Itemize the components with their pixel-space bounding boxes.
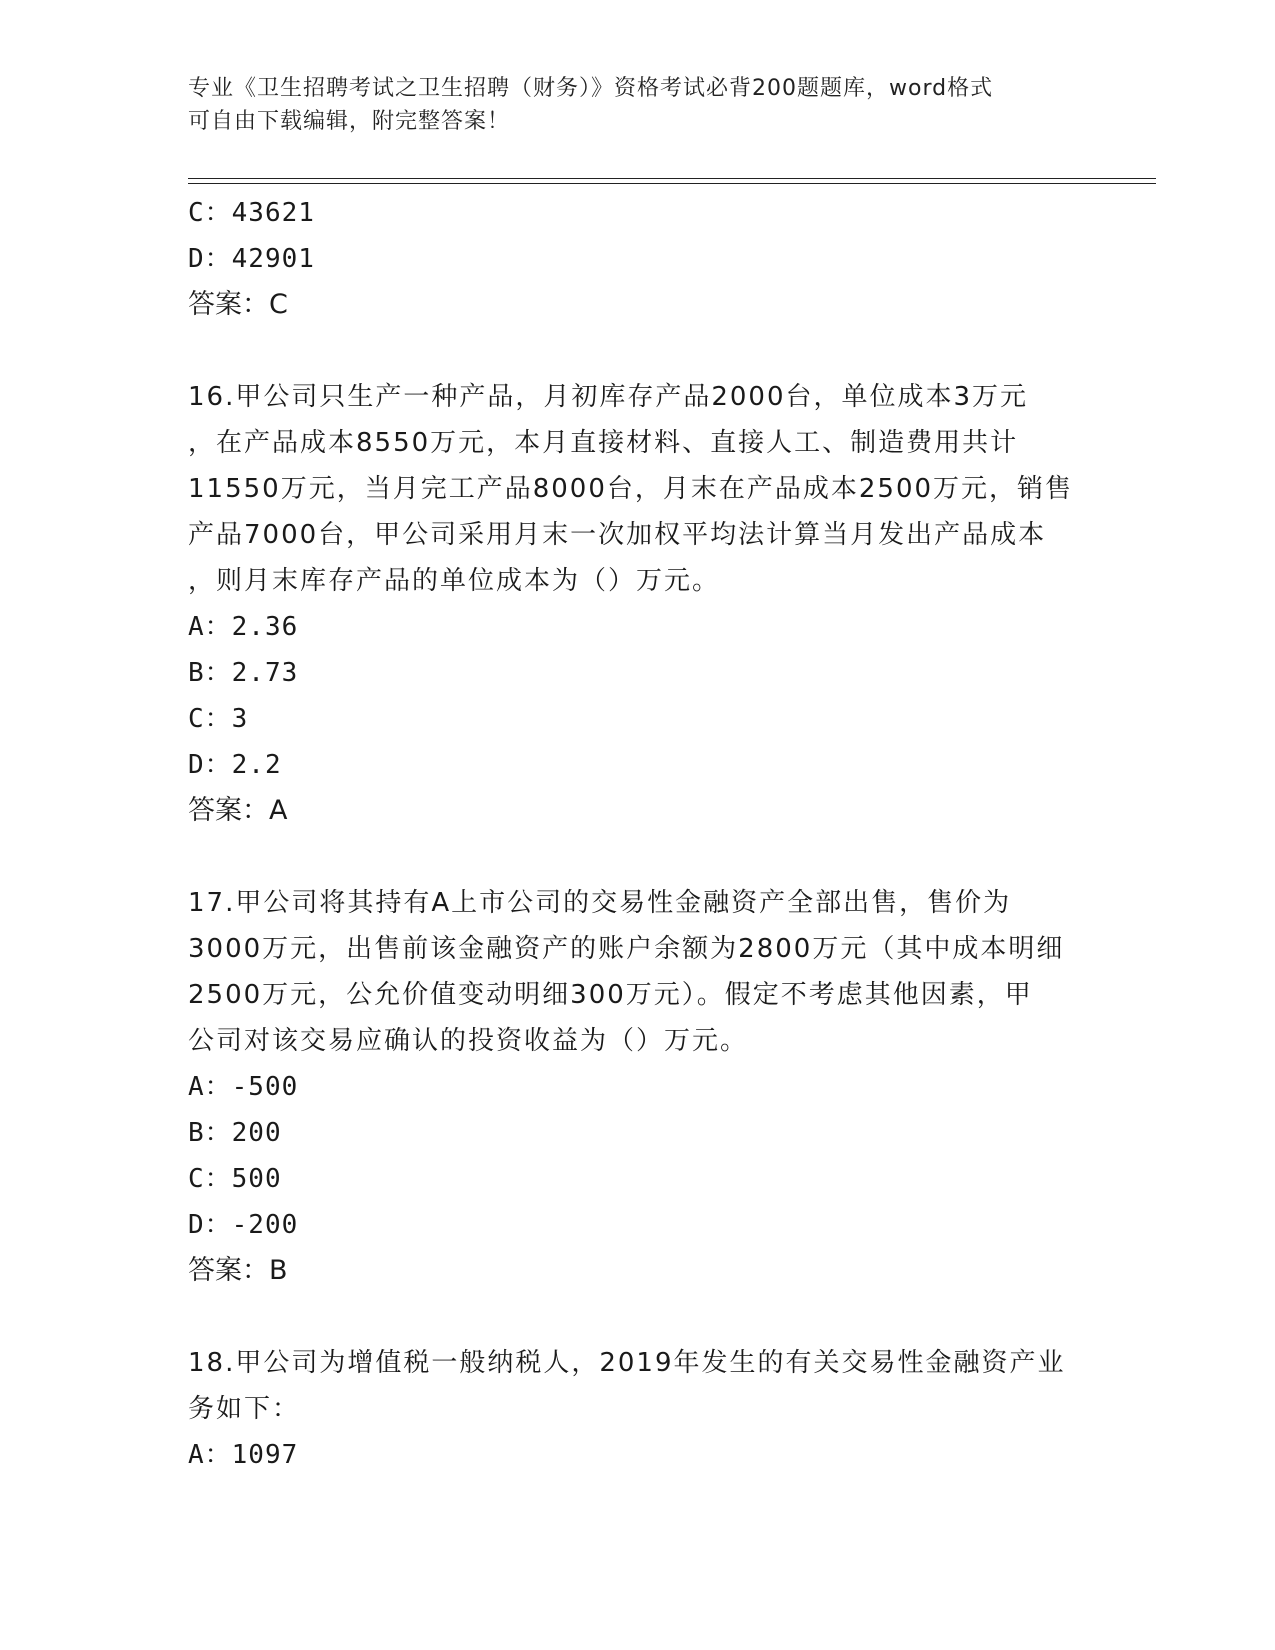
- header-line-2: 可自由下载编辑，附完整答案！: [188, 109, 511, 134]
- option-c: C：500: [188, 1164, 282, 1194]
- option-c: C：3: [188, 704, 249, 734]
- question-17: [188, 880, 1088, 1294]
- stem-line: 16.甲公司只生产一种产品，月初库存产品2000台，单位成本3万元: [188, 382, 1029, 412]
- stem-line: 3000万元，出售前该金融资产的账户余额为2800万元（其中成本明细: [188, 934, 1065, 964]
- spacer: [188, 328, 1088, 374]
- option-b: B：2.73: [188, 658, 299, 688]
- stem-line: ，在产品成本8550万元，本月直接材料、直接人工、制造费用共计: [188, 428, 1019, 458]
- option-a: A：-500: [188, 1072, 299, 1102]
- stem-line: ，则月末库存产品的单位成本为（）万元。: [188, 566, 721, 596]
- option-d: D：2.2: [188, 750, 282, 780]
- question-stem: [188, 374, 1088, 604]
- answer-line: 答案：B: [188, 1255, 288, 1286]
- option-d: D：42901: [188, 244, 315, 274]
- question-stem: [188, 1340, 1088, 1432]
- stem-line: 18.甲公司为增值税一般纳税人，2019年发生的有关交易性金融资产业: [188, 1348, 1066, 1378]
- spacer: [188, 1294, 1088, 1340]
- stem-line: 2500万元，公允价值变动明细300万元）。假定不考虑其他因素，甲: [188, 980, 1033, 1010]
- answer-line: 答案：A: [188, 795, 288, 826]
- spacer: [188, 834, 1088, 880]
- header-divider-bottom: [188, 183, 1156, 184]
- header-line-1: 专业《卫生招聘考试之卫生招聘（财务）》资格考试必背200题题库，word格式: [188, 76, 994, 101]
- previous-question-block: [188, 190, 1088, 328]
- stem-line: 11550万元，当月完工产品8000台，月末在产品成本2500万元，销售: [188, 474, 1074, 504]
- question-18: [188, 1340, 1088, 1478]
- answer-line: 答案：C: [188, 289, 288, 320]
- stem-line: 17.甲公司将其持有A上市公司的交易性金融资产全部出售，售价为: [188, 888, 1012, 918]
- option-c: C：43621: [188, 198, 315, 228]
- document-header: [188, 72, 1088, 138]
- stem-line: 务如下：: [188, 1394, 301, 1424]
- option-a: A：1097: [188, 1440, 299, 1470]
- option-a: A：2.36: [188, 612, 299, 642]
- question-16: [188, 374, 1088, 834]
- question-stem: [188, 880, 1088, 1064]
- header-divider-top: [188, 178, 1156, 179]
- option-b: B：200: [188, 1118, 282, 1148]
- stem-line: 公司对该交易应确认的投资收益为（）万元。: [188, 1026, 749, 1056]
- stem-line: 产品7000台，甲公司采用月末一次加权平均法计算当月发出产品成本: [188, 520, 1047, 550]
- option-d: D：-200: [188, 1210, 299, 1240]
- question-content: [188, 190, 1088, 1478]
